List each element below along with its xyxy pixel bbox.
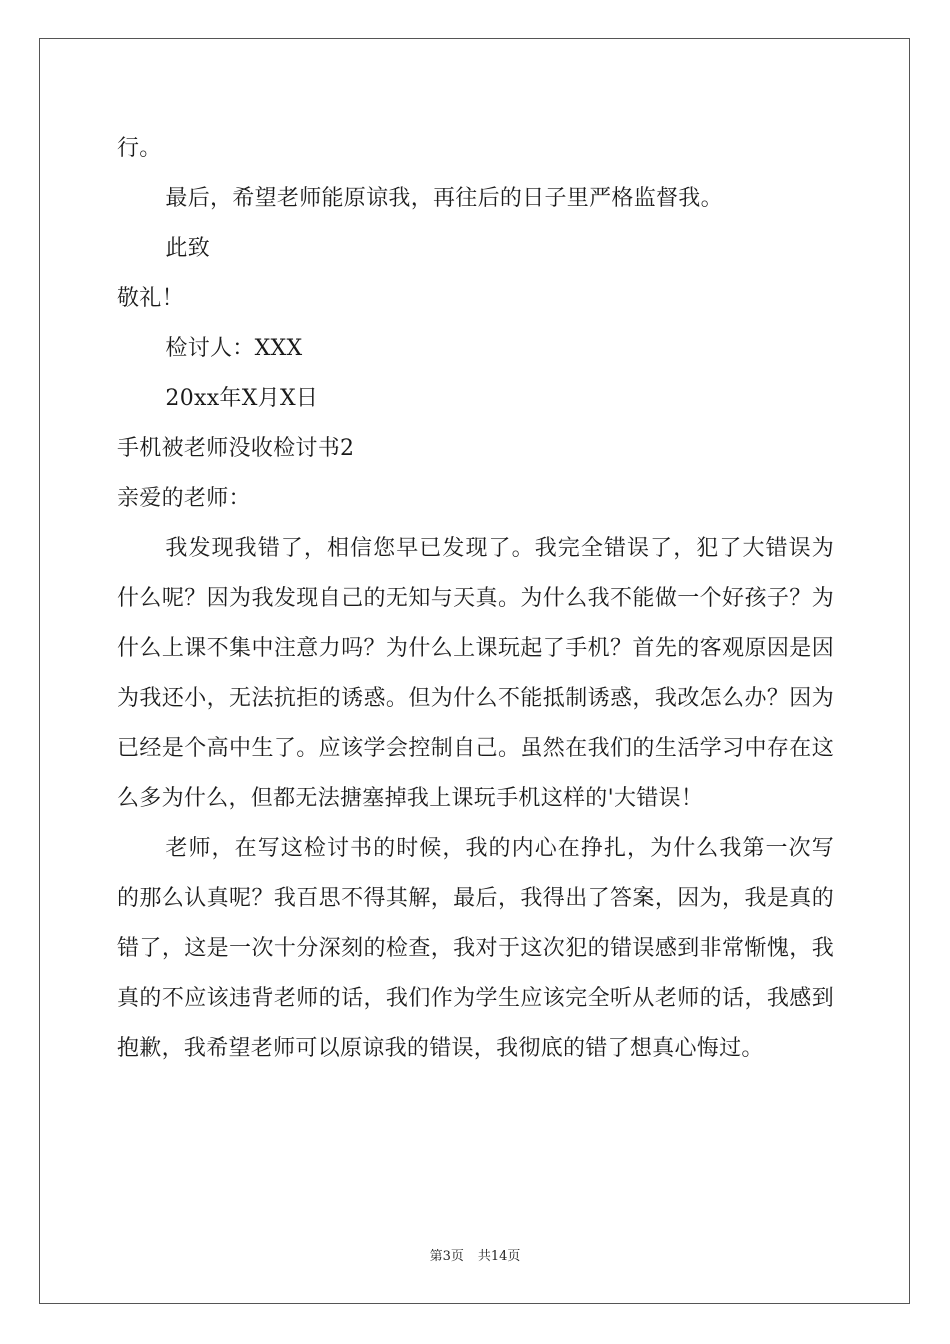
text-line: 行。 — [117, 136, 162, 161]
text-line: 敬礼！ — [117, 286, 184, 311]
signature-line: 检讨人：XXX — [165, 336, 303, 361]
text-line: 此致 — [165, 236, 210, 261]
salutation: 亲爱的老师： — [117, 486, 251, 511]
date-line: 20xx年X月X日 — [165, 386, 319, 411]
document-body — [117, 124, 834, 1074]
page-total: 共14页 — [477, 1249, 521, 1264]
section-title: 手机被老师没收检讨书2 — [117, 436, 355, 461]
page-footer — [0, 1245, 950, 1264]
paragraph: 我发现我错了，相信您早已发现了。我完全错误了，犯了大错误为什么呢？因为我发现自己的无知与天真。为什么我不能做一个好孩子？为什么上课不集中注意力吗？为什么上课玩起了手机？首先的客观原因是因为我还小，无法抗拒的诱惑。但为什么不能抵制诱惑，我改怎么办？因为已经是个高中生了。应该学会控制自己。虽然在我们的生活学习中存在这么多为什么，但都无法搪塞掉我上课玩手机这样的'大错误！ — [117, 536, 834, 811]
paragraph: 老师，在写这检讨书的时候，我的内心在挣扎，为什么我第一次写的那么认真呢？我百思不得其解，最后，我得出了答案，因为，我是真的错了，这是一次十分深刻的检查，我对于这次犯的错误感到非常惭愧，我真的不应该违背老师的话，我们作为学生应该完全听从老师的话，我感到抱歉，我希望老师可以原谅我的错误，我彻底的错了想真心悔过。 — [117, 836, 834, 1061]
page-number: 第3页 — [429, 1249, 464, 1264]
text-line: 最后，希望老师能原谅我，再往后的日子里严格监督我。 — [165, 186, 723, 211]
